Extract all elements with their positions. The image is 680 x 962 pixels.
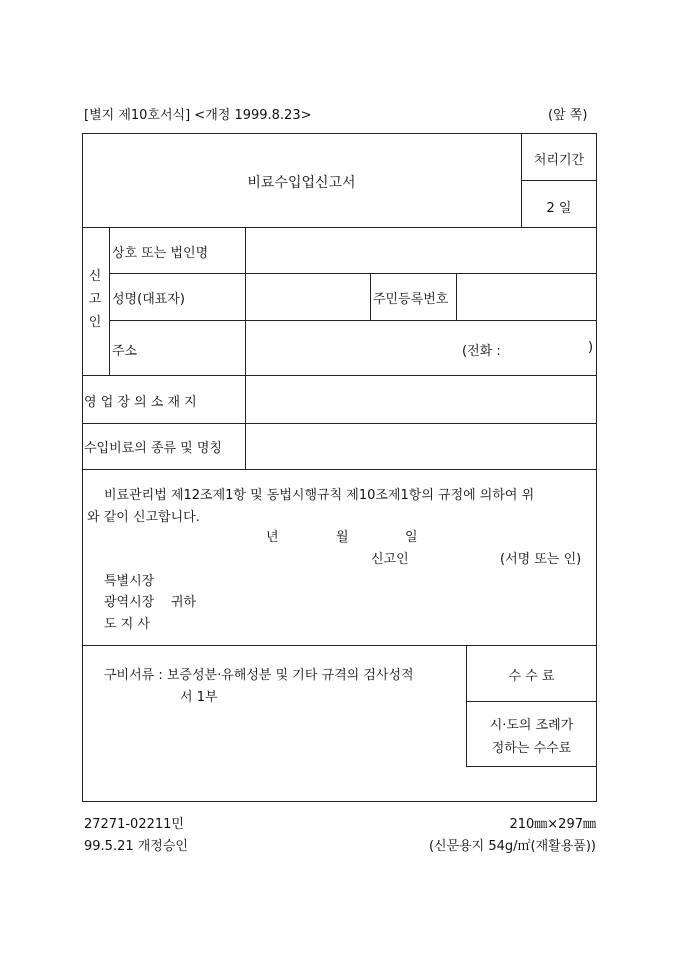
divider (109, 273, 597, 274)
fee-value-line-2: 정하는 수수료 (491, 741, 572, 756)
divider (82, 375, 597, 376)
addressee-metro-city: 광역시장 (104, 595, 155, 610)
applicant-group-char: 인 (88, 315, 102, 330)
resident-number-field[interactable] (459, 276, 594, 317)
divider (82, 469, 597, 470)
honorific-label: 귀하 (171, 595, 197, 610)
divider (82, 227, 597, 228)
paper-size: 210㎜×297㎜ (509, 817, 596, 832)
divider (466, 701, 597, 702)
divider (109, 227, 110, 375)
page-side: (앞 쪽) (548, 108, 588, 123)
fee-label: 수 수 료 (508, 669, 555, 684)
applicant-group-char: 신 (88, 269, 102, 284)
address-label: 주소 (112, 344, 138, 359)
divider (466, 766, 597, 767)
addressee-special-city: 특별시장 (104, 574, 155, 589)
fertilizer-type-label: 수입비료의 종류 및 명칭 (84, 441, 222, 456)
approval-date: 99.5.21 개정승인 (84, 839, 188, 854)
divider (456, 273, 457, 320)
phone-label: (전화 : (462, 344, 501, 359)
fertilizer-type-field[interactable] (248, 426, 594, 466)
date-day-label: 일 (405, 530, 418, 545)
phone-close: ) (588, 340, 594, 355)
divider (109, 320, 597, 321)
company-field[interactable] (248, 230, 594, 270)
divider (245, 227, 246, 469)
date-month-label: 월 (336, 530, 349, 545)
fee-value-line-1: 시·도의 조례가 (489, 718, 574, 733)
resident-number-label: 주민등록번호 (373, 292, 449, 307)
name-field[interactable] (248, 276, 367, 317)
company-label: 상호 또는 법인명 (112, 246, 209, 261)
declaration-line-1: 비료관리법 제12조제1항 및 동법시행규칙 제10조제1항의 규정에 의하여 위 (104, 488, 535, 503)
applicant-group-char: 고 (88, 292, 102, 307)
processing-period-label: 처리기간 (533, 153, 585, 168)
divider (82, 645, 597, 646)
processing-period-value: 2 일 (546, 201, 572, 216)
form-title: 비료수입업신고서 (247, 175, 356, 191)
signature-label: (서명 또는 인) (500, 552, 582, 567)
divider (521, 180, 597, 181)
required-documents-line-1: 구비서류 : 보증성분·유해성분 및 기타 규격의 검사성적 (104, 668, 414, 683)
addressee-province: 도 지 사 (104, 617, 150, 632)
business-location-label: 영 업 장 의 소 재 지 (84, 395, 197, 410)
form-code: 27271-02211민 (84, 817, 184, 832)
declarant-label: 신고인 (371, 552, 409, 567)
date-year-label: 년 (266, 530, 279, 545)
phone-field[interactable] (515, 334, 585, 360)
name-label: 성명(대표자) (112, 292, 185, 307)
paper-type: (신문용지 54g/㎡(재활용품)) (428, 839, 596, 854)
divider (370, 273, 371, 320)
address-field[interactable] (248, 323, 448, 372)
divider (82, 423, 597, 424)
form-number: [별지 제10호서식] <개정 1999.8.23> (84, 108, 312, 123)
declaration-line-2: 와 같이 신고합니다. (87, 510, 200, 525)
business-location-field[interactable] (248, 378, 594, 422)
required-documents-line-2: 서 1부 (180, 690, 218, 705)
